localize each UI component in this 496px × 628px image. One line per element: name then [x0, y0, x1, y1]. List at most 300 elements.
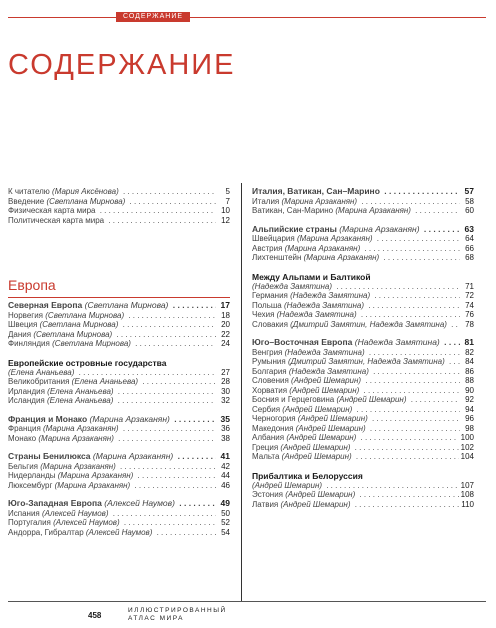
entry-title: Юго–Восточная Европа — [252, 338, 353, 347]
dot-leader — [252, 197, 460, 207]
toc-group-heading[interactable] — [8, 499, 230, 509]
entry-text — [8, 471, 135, 480]
entry-text — [252, 424, 368, 433]
entry-text — [8, 301, 170, 310]
entry-page-number: 20 — [221, 320, 230, 329]
entry-author: (Светлана Мирнова) — [45, 310, 125, 320]
entry-author: (Светлана Мирнова) — [84, 301, 169, 310]
toc-entry[interactable] — [252, 310, 474, 320]
entry-title: Латвия — [252, 499, 279, 509]
spacer — [8, 406, 230, 415]
entry-page-number: 107 — [460, 480, 474, 490]
entry-text — [8, 509, 111, 518]
entry-text — [252, 433, 358, 442]
entry-text — [252, 338, 442, 347]
entry-text — [8, 216, 106, 225]
entry-page-number: 96 — [465, 414, 474, 423]
entry-page-number: 24 — [221, 339, 230, 348]
dot-leader — [252, 433, 460, 443]
entry-page-number: 84 — [465, 357, 474, 366]
entry-author: (Андрей Шемарин) — [281, 452, 352, 461]
entry-page-number: 38 — [221, 433, 230, 443]
entry-text — [252, 348, 367, 357]
toc-entry[interactable] — [8, 377, 230, 387]
entry-text — [8, 330, 114, 339]
dot-leader — [252, 452, 460, 462]
book-title-line2: АТЛАС МИРА — [128, 615, 184, 622]
entry-page-number: 60 — [465, 206, 474, 215]
entry-page-number: 22 — [221, 329, 230, 339]
dot-leader — [252, 253, 460, 263]
section-rule — [8, 297, 230, 298]
dot-leader — [8, 499, 216, 509]
entry-title: Юго-Западная Европа — [8, 499, 102, 508]
toc-entry[interactable] — [252, 376, 474, 386]
dot-leader — [252, 244, 460, 254]
dot-leader — [252, 395, 460, 405]
entry-title: Дания — [8, 329, 32, 339]
toc-entry[interactable] — [8, 330, 230, 340]
entry-author: (Алексей Наумов) — [41, 508, 109, 518]
entry-page-number: 86 — [465, 366, 474, 376]
entry-page-number: 46 — [221, 480, 230, 490]
entry-page-number: 98 — [465, 423, 474, 433]
entry-text — [8, 499, 177, 508]
toc-entry[interactable] — [252, 320, 474, 330]
entry-title: Введение — [8, 196, 45, 206]
toc-group-heading[interactable] — [8, 452, 230, 462]
entry-author: (Марина Арзаканян) — [281, 196, 358, 206]
toc-entry[interactable] — [252, 197, 474, 207]
entry-title: Италия, Ватикан, Сан–Марино — [252, 187, 380, 196]
entry-title: Чехия — [252, 310, 275, 319]
entry-title: Болгария — [252, 366, 287, 376]
entry-title: Словения — [252, 376, 289, 385]
entry-title: Босния и Герцеговина — [252, 395, 335, 404]
entry-text — [252, 500, 353, 509]
entry-author: (Андрей Шемарин) — [252, 480, 323, 490]
entry-text — [8, 206, 98, 215]
entry-page-number: 68 — [465, 253, 474, 262]
toc-entry[interactable] — [252, 490, 474, 500]
entry-author: (Надежда Замятина) — [252, 281, 333, 291]
dot-leader — [252, 490, 460, 500]
entry-page-number: 72 — [465, 291, 474, 300]
entry-text — [8, 434, 116, 443]
spacer — [8, 490, 230, 499]
entry-author: (Андрей Шемарин) — [282, 404, 353, 414]
entry-page-number: 30 — [221, 386, 230, 396]
dot-leader — [252, 348, 460, 358]
toc-entry[interactable] — [8, 424, 230, 434]
toc-entry[interactable] — [252, 291, 474, 301]
toc-entry[interactable] — [252, 367, 474, 377]
entry-page-number: 36 — [221, 424, 230, 433]
entry-author: (Марина Арзаканян) — [339, 224, 420, 234]
entry-title: Франция и Монако — [8, 414, 88, 424]
entry-author: (Марина Арзаканян) — [303, 253, 380, 262]
entry-page-number: 81 — [464, 338, 474, 347]
toc-entry[interactable] — [252, 301, 474, 311]
toc-entry[interactable] — [252, 395, 474, 405]
entry-text — [8, 396, 115, 405]
entry-text — [252, 197, 359, 206]
entry-page-number: 41 — [220, 452, 230, 461]
entry-title: Монако — [8, 433, 37, 443]
entry-title: Испания — [8, 508, 40, 518]
entry-page-number: 110 — [461, 499, 474, 509]
toc-entry[interactable] — [8, 320, 230, 330]
entry-text — [8, 339, 133, 348]
entry-title: Исландия — [8, 396, 45, 405]
entry-title: Португалия — [8, 518, 51, 527]
entry-page-number: 52 — [221, 518, 230, 527]
entry-author: (Марина Арзаканян) — [296, 234, 373, 243]
entry-page-number: 18 — [221, 310, 230, 320]
dot-leader — [8, 471, 216, 481]
column-divider — [241, 183, 242, 601]
section-banner: СОДЕРЖАНИЕ — [116, 12, 190, 22]
toc-entry[interactable] — [252, 244, 474, 254]
dot-leader — [8, 528, 216, 538]
entry-author: (Алексей Наумов) — [85, 527, 153, 537]
entry-author: (Дмитрий Замятин, Надежда Замятина) — [290, 319, 447, 329]
entry-text — [252, 386, 361, 395]
toc-entry[interactable] — [252, 414, 474, 424]
entry-page-number: 74 — [465, 300, 474, 310]
dot-leader — [8, 452, 216, 462]
entry-title: Австрия — [252, 243, 283, 253]
entry-author: (Надежда Замятина) — [288, 366, 369, 376]
entry-title: Хорватия — [252, 385, 288, 395]
entry-page-number: 58 — [465, 196, 474, 206]
toc-entry[interactable] — [8, 518, 230, 528]
entry-page-number: 92 — [465, 395, 474, 404]
toc-entry[interactable] — [252, 433, 474, 443]
toc-entry[interactable] — [8, 206, 230, 216]
entry-text — [252, 414, 370, 423]
entry-page-number: 35 — [220, 414, 230, 424]
entry-author: (Андрей Шемарин) — [291, 376, 362, 385]
toc-entry[interactable] — [252, 500, 474, 510]
toc-entry[interactable] — [8, 528, 230, 538]
entry-text — [252, 291, 372, 300]
toc-group-heading[interactable] — [252, 225, 474, 235]
entry-title: Сербия — [252, 404, 281, 414]
entry-author: (Мария Аксёнова) — [52, 187, 119, 196]
entry-title: Нидерланды — [8, 471, 56, 480]
spacer — [8, 443, 230, 452]
dot-leader — [252, 291, 460, 301]
spacer — [252, 263, 474, 272]
entry-text — [8, 187, 121, 196]
dot-leader — [8, 509, 216, 519]
toc-entry[interactable] — [8, 187, 230, 197]
entry-page-number: 76 — [465, 310, 474, 319]
top-rule — [8, 17, 486, 18]
entry-title: Эстония — [252, 490, 283, 499]
entry-title: Италия — [252, 196, 280, 206]
toc-entry[interactable] — [252, 234, 474, 244]
entry-author: (Марина Арзаканян) — [40, 461, 116, 471]
entry-page-number: 5 — [225, 187, 230, 196]
entry-title: Ватикан, Сан-Марино — [252, 206, 334, 215]
entry-page-number: 94 — [465, 404, 474, 414]
entry-text — [252, 357, 447, 366]
entry-text — [8, 452, 175, 461]
entry-text — [8, 415, 172, 424]
entry-text — [252, 490, 357, 499]
entry-author: (Елена Ананьева) — [71, 377, 139, 386]
section-title: Европа — [8, 277, 56, 293]
entry-title: Альпийские страны — [252, 224, 337, 234]
entry-page-number: 49 — [220, 499, 230, 508]
spacer — [8, 349, 230, 358]
dot-leader — [252, 338, 460, 348]
entry-text — [252, 234, 375, 243]
entry-author: (Елена Ананьева) — [47, 396, 114, 405]
toc-entry[interactable] — [252, 206, 474, 216]
dot-leader — [252, 481, 460, 491]
dot-leader — [252, 424, 460, 434]
entry-title: Франция — [8, 424, 41, 433]
entry-author: (Алексей Наумов) — [53, 518, 120, 527]
entry-page-number: 64 — [465, 234, 474, 243]
entry-text — [252, 367, 371, 376]
toc-entry[interactable] — [252, 405, 474, 415]
entry-author: (Дмитрий Замятин, Надежда Замятина) — [287, 357, 445, 366]
toc-entry[interactable] — [8, 339, 230, 349]
entry-title: Польша — [252, 300, 282, 310]
toc-entry[interactable] — [8, 311, 230, 321]
dot-leader — [8, 330, 216, 340]
dot-leader — [252, 225, 460, 235]
entry-page-number: 44 — [221, 471, 230, 480]
entry-text — [8, 377, 140, 386]
entry-author: (Андрей Шемарин) — [285, 490, 356, 499]
entry-author: (Марина Арзаканян) — [89, 414, 170, 424]
toc-group-heading[interactable] — [252, 338, 474, 348]
dot-leader — [8, 424, 216, 434]
dot-leader — [252, 187, 460, 197]
page-title: СОДЕРЖАНИЕ — [8, 49, 236, 81]
entry-text — [252, 395, 409, 404]
entry-text — [8, 311, 126, 320]
toc-entry[interactable] — [8, 462, 230, 472]
dot-leader — [8, 216, 216, 226]
dot-leader — [252, 367, 460, 377]
entry-title: К читателю — [8, 187, 50, 196]
dot-leader — [8, 206, 216, 216]
entry-author: (Елена Ананьева) — [8, 367, 75, 377]
toc-entry[interactable] — [252, 424, 474, 434]
entry-page-number: 50 — [221, 508, 230, 518]
entry-text — [252, 225, 422, 234]
entry-page-number: 88 — [465, 376, 474, 385]
entry-text — [252, 187, 382, 196]
entry-text — [8, 528, 154, 537]
entry-text — [252, 253, 381, 262]
dot-leader — [252, 282, 460, 292]
dot-leader — [252, 376, 460, 386]
entry-page-number: 66 — [465, 243, 474, 253]
toc-entry[interactable] — [252, 348, 474, 358]
entry-text — [252, 405, 354, 414]
entry-author: (Марина Арзаканян) — [335, 206, 411, 215]
entry-title: Ирландия — [8, 386, 45, 396]
entry-page-number: 54 — [221, 527, 230, 537]
dot-leader — [8, 187, 216, 197]
entry-author: (Надежда Замятина) — [284, 347, 365, 357]
dot-leader — [8, 339, 216, 349]
entry-text — [252, 376, 363, 385]
dot-leader — [252, 357, 460, 367]
toc-entry[interactable] — [252, 282, 474, 292]
entry-page-number: 102 — [460, 442, 474, 452]
entry-title: Финляндия — [8, 339, 50, 348]
book-title — [128, 607, 227, 623]
page-number: 458 — [88, 611, 102, 620]
toc-entry[interactable] — [252, 481, 474, 491]
entry-author: (Марина Арзаканян) — [57, 471, 134, 480]
entry-author: (Надежда Замятина) — [290, 291, 371, 300]
dot-leader — [252, 386, 460, 396]
entry-page-number: 100 — [460, 433, 474, 442]
entry-title: Черногория — [252, 414, 296, 423]
entry-author: (Надежда Замятина) — [283, 300, 364, 310]
intro-list — [8, 187, 230, 225]
toc-entry[interactable] — [252, 443, 474, 453]
entry-text — [252, 320, 449, 329]
entry-page-number: 28 — [221, 377, 230, 386]
toc-entry[interactable] — [252, 253, 474, 263]
dot-leader — [8, 377, 216, 387]
dot-leader — [252, 443, 460, 453]
entry-page-number: 32 — [221, 396, 230, 405]
toc-group-title[interactable]: Европейские островные государства — [8, 357, 167, 368]
entry-text — [8, 368, 76, 377]
toc-group-title[interactable]: Между Альпами и Балтикой — [252, 271, 371, 282]
entry-author: (Марина Арзаканян) — [284, 243, 361, 253]
entry-page-number: 108 — [460, 490, 474, 499]
entry-title: Северная Европа — [8, 301, 83, 310]
entry-title: Политическая карта мира — [8, 215, 105, 225]
entry-title: Лихтенштейн — [252, 253, 302, 262]
toc-entry[interactable] — [8, 434, 230, 444]
entry-text — [252, 206, 413, 215]
toc-group-heading[interactable] — [8, 415, 230, 425]
toc-entry[interactable] — [8, 509, 230, 519]
dot-leader — [252, 405, 460, 415]
toc-group-heading[interactable] — [8, 301, 230, 311]
entry-title: Швеция — [8, 320, 38, 329]
entry-author: (Андрей Шемарин) — [336, 395, 407, 404]
dot-leader — [252, 320, 460, 330]
entry-title: Словакия — [252, 319, 288, 329]
entry-author: (Марина Арзаканян) — [54, 480, 131, 490]
entry-text — [8, 518, 122, 527]
bottom-rule — [8, 601, 486, 602]
entry-author: (Андрей Шемарин) — [286, 433, 357, 442]
entry-text — [8, 462, 118, 471]
entry-author: (Марина Арзаканян) — [38, 433, 114, 443]
entry-page-number: 27 — [221, 367, 230, 377]
dot-leader — [252, 301, 460, 311]
entry-page-number: 10 — [221, 206, 230, 215]
toc-group-heading[interactable] — [252, 187, 474, 197]
entry-text — [252, 301, 366, 310]
entry-title: Германия — [252, 291, 288, 300]
entry-page-number: 12 — [221, 215, 230, 225]
spacer — [252, 329, 474, 338]
europe-section-header — [8, 277, 230, 298]
entry-title: Норвегия — [8, 310, 44, 320]
entry-title: Великобритания — [8, 377, 70, 386]
dot-leader — [8, 320, 216, 330]
dot-leader — [8, 434, 216, 444]
toc-entry[interactable] — [8, 368, 230, 378]
toc-entry[interactable] — [8, 216, 230, 226]
entry-text — [252, 481, 324, 490]
entry-author: (Марина Арзаканян) — [92, 452, 174, 461]
dot-leader — [8, 387, 216, 397]
toc-entry[interactable] — [8, 396, 230, 406]
entry-text — [252, 282, 334, 291]
toc-entry[interactable] — [252, 357, 474, 367]
entry-text — [8, 320, 120, 329]
toc-entry[interactable] — [8, 197, 230, 207]
entry-author: (Светлана Мирнова) — [39, 320, 119, 329]
toc-entry[interactable] — [252, 452, 474, 462]
toc-entry[interactable] — [8, 387, 230, 397]
entry-text — [8, 424, 121, 433]
toc-entry[interactable] — [8, 471, 230, 481]
entry-page-number: 17 — [220, 301, 230, 310]
entry-author: (Андрей Шемарин) — [289, 385, 360, 395]
dot-leader — [8, 415, 216, 425]
entry-author: (Светлана Мирнова) — [33, 329, 113, 339]
entry-author: (Елена Ананьева) — [47, 386, 114, 396]
entry-title: Венгрия — [252, 347, 283, 357]
left-column — [8, 301, 230, 537]
entry-title: Люксембург — [8, 480, 53, 490]
entry-text — [252, 310, 359, 319]
spacer — [252, 462, 474, 471]
toc-entry[interactable] — [8, 481, 230, 491]
dot-leader — [252, 500, 460, 510]
entry-author: (Светлана Мирнова) — [46, 196, 126, 206]
dot-leader — [252, 310, 460, 320]
entry-author: (Андрей Шемарин) — [297, 414, 368, 423]
toc-group-title[interactable]: Прибалтика и Белоруссия — [252, 470, 363, 481]
entry-text — [252, 443, 352, 452]
toc-entry[interactable] — [252, 386, 474, 396]
dot-leader — [8, 197, 216, 207]
entry-title: Бельгия — [8, 461, 38, 471]
entry-page-number: 57 — [464, 187, 474, 196]
dot-leader — [252, 414, 460, 424]
entry-title: Андорра, Гибралтар — [8, 527, 84, 537]
entry-page-number: 90 — [465, 385, 474, 395]
entry-text — [8, 481, 132, 490]
entry-title: Албания — [252, 433, 285, 442]
entry-title: Греция — [252, 442, 279, 452]
entry-title: Румыния — [252, 357, 286, 366]
entry-text — [8, 197, 127, 206]
dot-leader — [8, 462, 216, 472]
dot-leader — [8, 518, 216, 528]
entry-page-number: 42 — [221, 461, 230, 471]
